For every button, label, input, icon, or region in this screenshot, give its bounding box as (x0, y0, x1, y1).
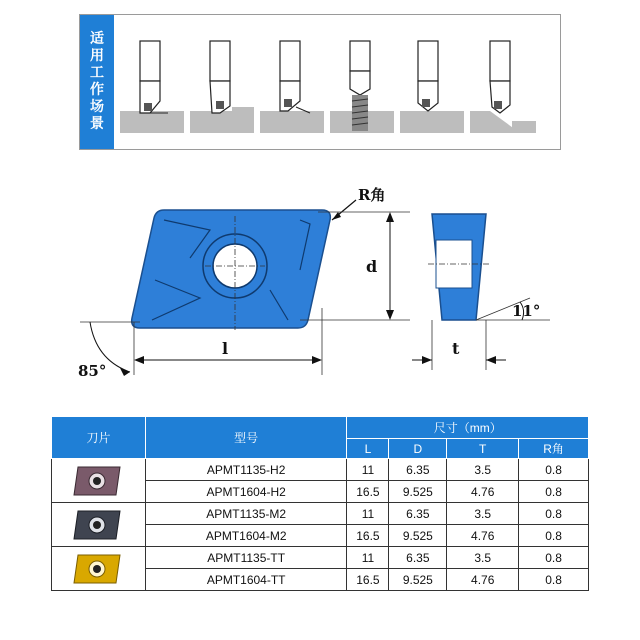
scene-slot-milling (260, 41, 324, 133)
insert-image-cell (52, 459, 146, 503)
d-cell: 9.525 (389, 525, 447, 547)
scene-helical-milling (330, 41, 394, 133)
d-cell: 9.525 (389, 569, 447, 591)
l-cell: 16.5 (347, 525, 389, 547)
d-cell: 6.35 (389, 503, 447, 525)
scene-face-milling (120, 41, 184, 133)
application-scenarios-panel (79, 14, 561, 150)
insert-m2-icon (68, 505, 128, 545)
header-insert: 刀片 (52, 417, 146, 459)
l-cell: 11 (347, 503, 389, 525)
t-cell: 4.76 (447, 481, 519, 503)
model-cell: APMT1604-TT (145, 569, 347, 591)
d-cell: 6.35 (389, 547, 447, 569)
header-T: T (447, 439, 519, 459)
insert-top-view (132, 210, 331, 330)
d-cell: 6.35 (389, 459, 447, 481)
insert-spec-table (51, 416, 589, 591)
model-cell: APMT1604-M2 (145, 525, 347, 547)
t-cell: 3.5 (447, 547, 519, 569)
label-char: 景 (90, 116, 104, 132)
model-cell: APMT1604-H2 (145, 481, 347, 503)
label-char: 适 (90, 31, 104, 47)
machining-scenes-illustration (120, 21, 550, 141)
d-cell: 9.525 (389, 481, 447, 503)
angle-11-label: 11° (512, 302, 541, 320)
model-cell: APMT1135-TT (145, 547, 347, 569)
header-model: 型号 (145, 417, 347, 459)
t-cell: 3.5 (447, 503, 519, 525)
model-cell: APMT1135-M2 (145, 503, 347, 525)
application-scenarios-label (80, 15, 114, 149)
angle-85-label: 85° (78, 362, 107, 380)
r-cell: 0.8 (519, 525, 589, 547)
label-char: 工 (90, 65, 104, 81)
label-char: 场 (90, 99, 104, 115)
insert-image-cell (52, 503, 146, 547)
r-cell: 0.8 (519, 481, 589, 503)
l-label: l (222, 339, 229, 358)
d-label: d (366, 257, 378, 276)
table-row (52, 459, 589, 481)
table-row (52, 547, 589, 569)
header-D: D (389, 439, 447, 459)
insert-dimension-drawing (60, 180, 580, 390)
header-L: L (347, 439, 389, 459)
insert-tt-icon (68, 549, 128, 589)
header-size: 尺寸（mm） (347, 417, 589, 439)
label-char: 作 (90, 82, 104, 98)
table-row (52, 503, 589, 525)
t-cell: 4.76 (447, 569, 519, 591)
r-corner-callout (332, 186, 385, 220)
t-label: t (452, 339, 460, 358)
angle-85-dimension (78, 322, 140, 380)
label-char: 用 (90, 48, 104, 64)
insert-image-cell (52, 547, 146, 591)
scene-plunge-milling (400, 41, 464, 133)
r-cell: 0.8 (519, 503, 589, 525)
model-cell: APMT1135-H2 (145, 459, 347, 481)
t-cell: 4.76 (447, 525, 519, 547)
table-header-row (52, 417, 589, 439)
insert-h2-icon (68, 461, 128, 501)
r-corner-label: R角 (358, 186, 386, 204)
t-cell: 3.5 (447, 459, 519, 481)
l-cell: 11 (347, 547, 389, 569)
r-cell: 0.8 (519, 459, 589, 481)
r-cell: 0.8 (519, 569, 589, 591)
l-cell: 11 (347, 459, 389, 481)
l-cell: 16.5 (347, 481, 389, 503)
l-cell: 16.5 (347, 569, 389, 591)
scene-slope-milling (470, 41, 536, 133)
insert-side-view (412, 214, 550, 370)
header-R: R角 (519, 439, 589, 459)
scene-shoulder-milling (190, 41, 254, 133)
r-cell: 0.8 (519, 547, 589, 569)
